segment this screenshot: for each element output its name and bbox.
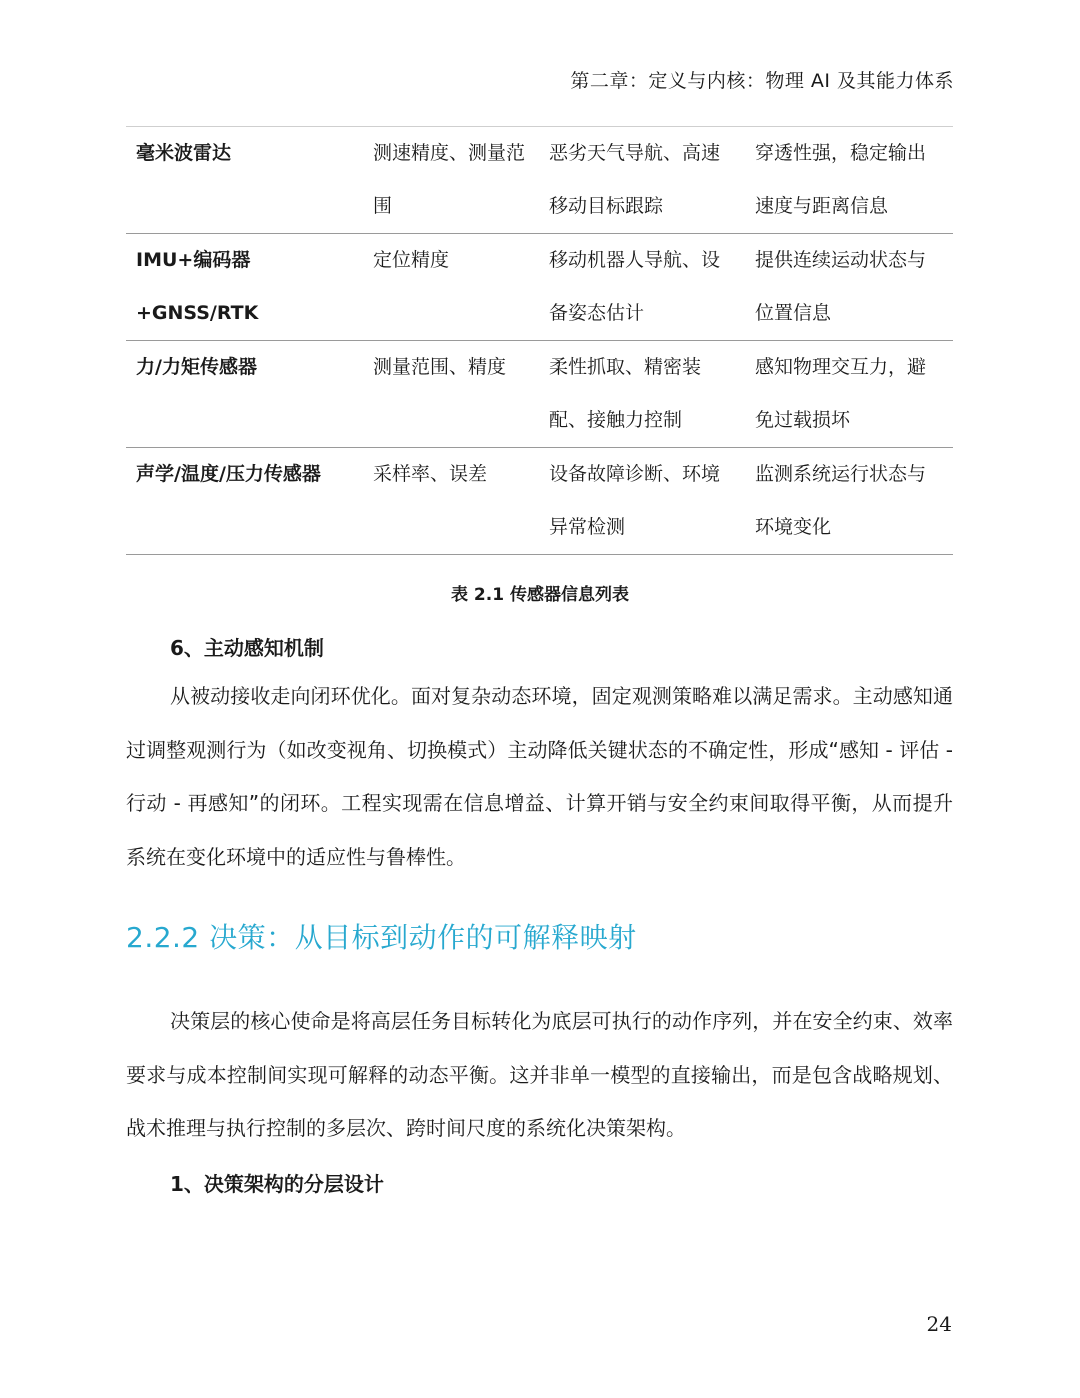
value-cell: 感知物理交互力，避免过载损坏 (755, 356, 927, 431)
chapter-header: 第二章：定义与内核：物理 AI 及其能力体系 (570, 70, 954, 92)
metric-cell: 测速精度、测量范围 (373, 142, 526, 217)
sensor-name-cell: IMU+编码器+GNSS/RTK (136, 249, 259, 324)
subheading-active-perception: 6、主动感知机制 (170, 636, 324, 660)
value-cell: 监测系统运行状态与环境变化 (755, 463, 927, 538)
scenario-cell: 设备故障诊断、环境异常检测 (549, 463, 721, 538)
scenario-cell: 柔性抓取、精密装配、接触力控制 (549, 356, 702, 431)
sensor-name-cell: 力/力矩传感器 (136, 356, 257, 378)
sensor-table (126, 127, 953, 555)
metric-cell: 定位精度 (373, 249, 450, 271)
sensor-name-cell: 毫米波雷达 (136, 142, 232, 164)
metric-cell: 采样率、误差 (373, 463, 488, 485)
subheading-decision-architecture: 1、决策架构的分层设计 (170, 1172, 384, 1196)
scenario-cell: 恶劣天气导航、高速移动目标跟踪 (549, 142, 721, 217)
metric-cell: 测量范围、精度 (373, 356, 507, 378)
page-number: 24 (926, 1312, 952, 1336)
sensor-name-cell: 声学/温度/压力传感器 (136, 463, 321, 485)
table-row (126, 448, 953, 555)
table-row (126, 341, 953, 448)
scenario-cell: 移动机器人导航、设备姿态估计 (549, 249, 721, 324)
table-caption: 表 2.1 传感器信息列表 (451, 585, 629, 605)
value-cell: 提供连续运动状态与位置信息 (755, 249, 927, 324)
paragraph-decision: 决策层的核心使命是将高层任务目标转化为底层可执行的动作序列，并在安全约束、效率要求与成本控制间实现可解释的动态平衡。这并非单一模型的直接输出，而是包含战略规划、战术推理与执行控制的多层次、跨时间尺度的系统化决策架构。 (126, 1009, 953, 1140)
section-title: 2.2.2 决策：从目标到动作的可解释映射 (126, 921, 637, 954)
table-row (126, 127, 953, 234)
paragraph-active-perception: 从被动接收走向闭环优化。面对复杂动态环境，固定观测策略难以满足需求。主动感知通过调整观测行为（如改变视角、切换模式）主动降低关键状态的不确定性，形成“感知 - 评估 - 行动 - 再感知”的闭环。工程实现需在信息增益、计算开销与安全约束间取得平衡，从而提升系统在变化环境中的适应性与鲁棒性。 (126, 684, 953, 869)
table-row (126, 234, 953, 341)
value-cell: 穿透性强，稳定输出速度与距离信息 (755, 142, 927, 217)
